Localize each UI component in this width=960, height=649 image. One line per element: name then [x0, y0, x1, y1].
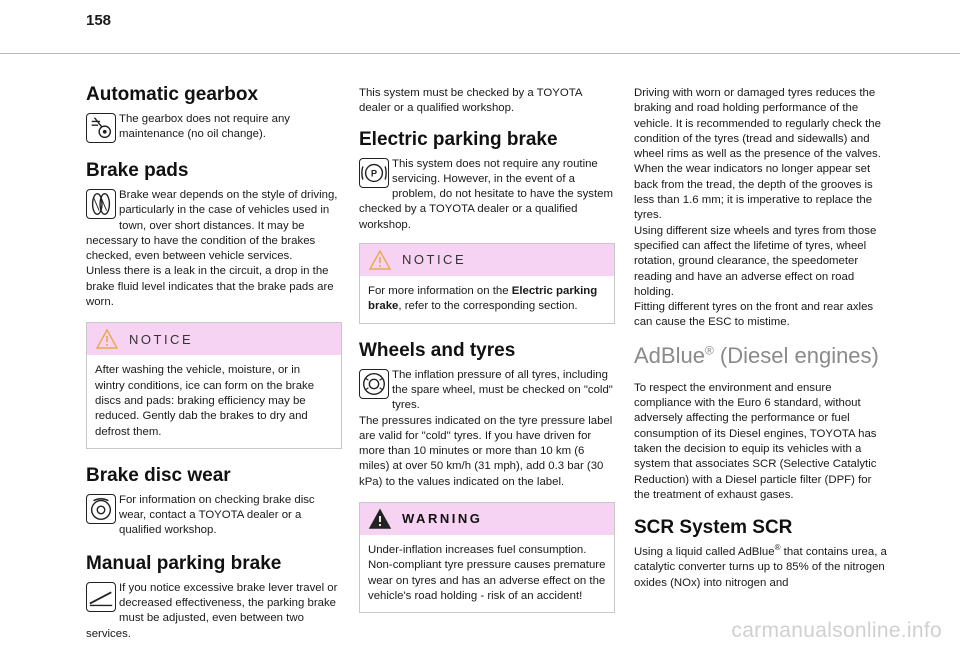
automatic-gearbox-block: [86, 112, 342, 144]
header-rule: [0, 53, 960, 54]
automatic-gearbox-text: The gearbox does not require any maintenance (no oil change).: [119, 113, 290, 141]
brake-disc-text: For information on checking brake disc wear, contact a TOYOTA dealer or a qualified workshop.: [119, 493, 315, 537]
notice-text: After washing the vehicle, moisture, or in wintry conditions, ice can form on the brake discs and pads: braking efficiency may be reduced. Gently dab the brakes to dry and defrost them.: [95, 364, 315, 438]
system-check-text: This system must be checked by a TOYOTA dealer or a qualified workshop.: [359, 87, 582, 115]
section-title-scr-system: SCR System SCR: [634, 517, 793, 539]
wheels-and-tyres-text: The inflation pressure of all tyres, including the spare wheel, must be checked on "cold" tyres.: [392, 368, 613, 412]
electric-parking-brake-block: [359, 157, 615, 233]
tyre-icon: [359, 369, 389, 399]
warning-text: Under-inflation increases fuel consumption. Non-compliant tyre pressure causes premature wear on tyres and has an adverse effect on the vehicle's road holding - risk of an accident!: [368, 544, 606, 602]
manual-parking-brake-block: [86, 581, 342, 642]
watermark: carmanualsonline.info: [731, 619, 942, 642]
warning-triangle-icon: [95, 328, 119, 350]
adblue-text: To respect the environment and ensure compliance with the Euro 6 standard, without adversely affecting the performance or fuel consumption of its Diesel engines, TOYOTA has taken the decision to equip its vehicles with a system that associates SCR (Selective Catalytic Reduction) with a Diesel particle filter (DPF) for the treatment of exhaust gases.: [634, 381, 877, 501]
notice-header: [87, 323, 341, 355]
notice-text: For more information on the Electric parking brake, refer to the corresponding section.: [368, 285, 598, 313]
page-number: 158: [86, 12, 112, 29]
notice-box-electric-parking-brake: [359, 243, 615, 324]
section-title-wheels-and-tyres: Wheels and tyres: [359, 339, 516, 361]
tyres-wear-indicator-text: When the wear indicators no longer appear set back from the tread, the depth of the grooves is less than 1.6 mm; it is imperative to replace the tyres.: [634, 163, 873, 222]
notice-label: NOTICE: [402, 252, 467, 268]
brake-pads-text-2: Unless there is a leak in the circuit, a drop in the brake fluid level indicates that the brake pads are worn.: [86, 265, 334, 309]
svg-text:P: P: [370, 168, 378, 179]
brake-disc-block: [86, 493, 342, 539]
electric-parking-brake-text: This system does not require any routine servicing. However, in the event of a problem, do not hesitate to have the system checked by a TOYOTA dealer or a qualified workshop.: [359, 157, 613, 231]
electric-parking-brake-icon: [359, 158, 389, 188]
section-title-automatic-gearbox: Automatic gearbox: [86, 84, 259, 105]
manual-parking-brake-text: If you notice excessive brake lever travel or decreased effectiveness, the parking brake must be adjusted, even between two services.: [86, 581, 338, 640]
warning-box-tyre-pressure: [359, 502, 615, 613]
section-title-manual-parking-brake: Manual parking brake: [86, 552, 282, 574]
wheels-and-tyres-text-2: The pressures indicated on the tyre pressure label are valid for "cold" tyres. If you have driven for more than 10 minutes or more than 10 km (6 miles) at over 50 km/h (31 mph), add 0.3 bar (30 kPa) to the values indicated on the label.: [359, 414, 613, 488]
column-3: [634, 80, 890, 591]
warning-label: WARNING: [402, 511, 483, 527]
brake-pads-icon: [86, 189, 116, 219]
section-title-adblue: AdBlue® (Diesel engines): [634, 342, 879, 368]
warning-triangle-icon: [368, 249, 392, 271]
column-2: [359, 80, 615, 613]
column-1: [86, 80, 342, 642]
section-title-electric-parking-brake: Electric parking brake: [359, 128, 558, 150]
tyres-size-text: Using different size wheels and tyres from those specified can affect the lifetime of tyres, wheel rotation, ground clearance, the speedometer reading and have an adverse effect on road holding.: [634, 224, 877, 298]
brake-pads-text: Brake wear depends on the style of driving, particularly in the case of vehicles used in town, over short distances. It may be necessary to have the condition of the brakes checked, even between vehicle services.: [86, 189, 338, 263]
notice-box-brakes: [86, 322, 342, 448]
brake-pads-block: [86, 188, 342, 264]
warning-triangle-icon: [368, 508, 392, 530]
tyres-condition-text: Driving with worn or damaged tyres reduces the braking and road holding performance of the vehicle. It is recommended to regularly check the condition of the tyres (tread and sidewalls) and wheel rims as well as the presence of the valves.: [634, 87, 881, 161]
notice-header: [360, 244, 614, 276]
brake-disc-icon: [86, 494, 116, 524]
parking-brake-lever-icon: [86, 582, 116, 612]
section-title-brake-pads: Brake pads: [86, 160, 189, 181]
notice-bold-link-text: Electric parking brake: [368, 285, 598, 313]
gearbox-icon: [86, 113, 116, 143]
tyres-axles-text: Fitting different tyres on the front and rear axles can cause the ESC to mistime.: [634, 301, 874, 329]
warning-header: [360, 503, 614, 535]
scr-text: Using a liquid called AdBlue® that contains urea, a catalytic converter turns up to 85% of the nitrogen oxides (NOx) into nitrogen and: [634, 543, 887, 589]
wheels-and-tyres-block: [359, 368, 615, 414]
notice-label: NOTICE: [129, 331, 194, 347]
section-title-brake-disc-wear: Brake disc wear: [86, 464, 231, 486]
